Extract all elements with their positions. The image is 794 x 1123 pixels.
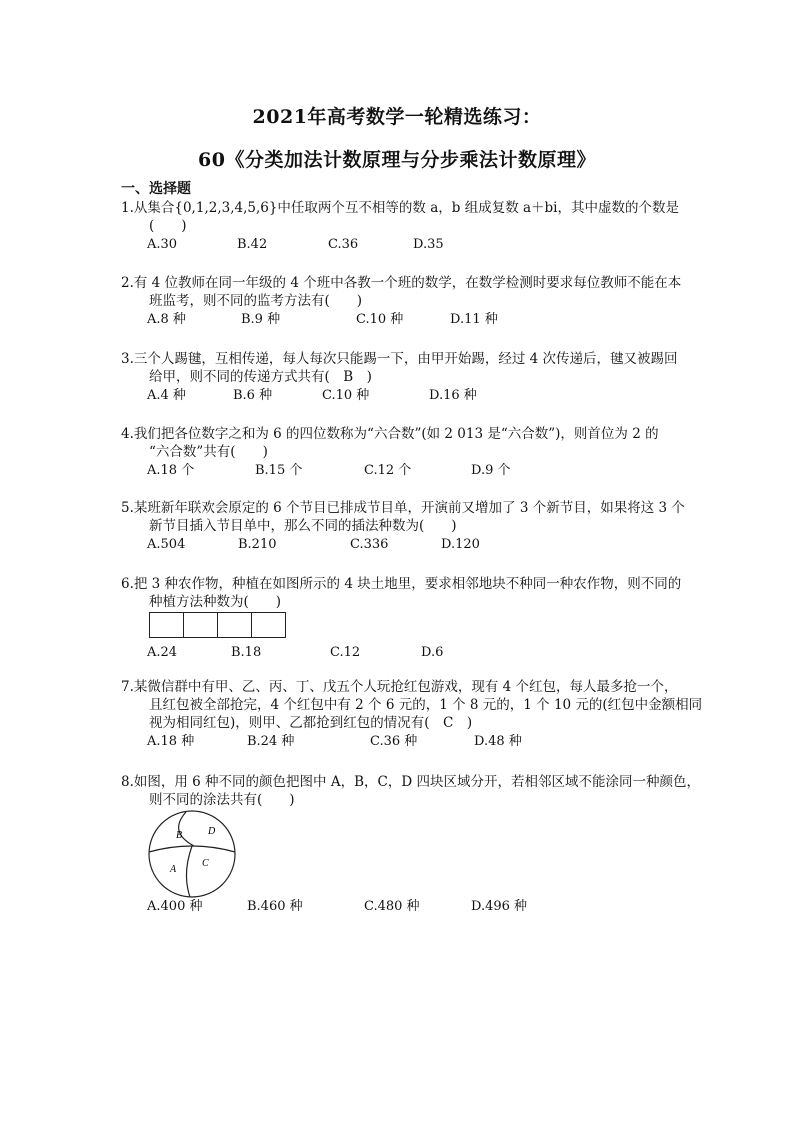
question-text: 6.把 3 种农作物，种植在如图所示的 4 块土地里，要求相邻地块不种同一种农作物，则不同的 [121,576,682,592]
options [121,387,701,405]
question-text: 则不同的涂法共有( ) [149,792,295,808]
question-text: 新节目插入节目单中，那么不同的插法种数为( ) [149,518,457,534]
question-text: 种植方法种数为( ) [149,594,282,610]
options [121,236,701,254]
plot-cell [183,612,218,638]
option-d: D.16 种 [429,388,477,403]
option-d: D.6 [421,645,444,660]
question-text: 5.某班新年联欢会原定的 6 个节目已排成节目单，开演前又增加了 3 个新节目，如果将这 3 个 [121,500,685,516]
options [121,898,701,916]
option-c: C.36 [328,237,359,252]
question-text: 视为相同红包)，则甲、乙都抢到红包的情况有( C ) [149,715,473,731]
option-d: D.9 个 [471,463,511,478]
option-a: A.18 个 [147,463,195,478]
option-a: A.400 种 [147,899,203,914]
option-d: D.120 [441,537,480,552]
option-c: C.336 [350,537,389,552]
question-5 [121,499,701,554]
option-d: D.496 种 [471,899,528,914]
option-b: B.210 [238,537,277,552]
option-b: B.42 [237,237,268,252]
option-c: C.12 [330,645,361,660]
label-a: A [170,864,177,875]
option-d: D.11 种 [450,312,498,327]
plot-cell [251,612,286,638]
question-text: ( ) [149,218,187,234]
options [121,733,701,751]
option-d: D.48 种 [474,734,522,749]
option-b: B.9 种 [241,312,281,327]
label-b: B [176,830,183,841]
option-b: B.15 个 [255,463,303,478]
question-text: “六合数”共有( ) [149,444,268,460]
page-title: 2021年高考数学一轮精选练习： [252,106,542,128]
options [121,462,701,480]
region-circle-figure [146,808,238,900]
option-c: C.10 种 [322,388,370,403]
question-text: 班监考，则不同的监考方法有( ) [149,293,363,309]
option-c: C.36 种 [370,734,418,749]
outer-circle [149,811,235,897]
question-text: 7.某微信群中有甲、乙、丙、丁、戊五个人玩抢红包游戏，现有 4 个红包，每人最多抢一个， [121,679,678,695]
page-subtitle: 60《分类加法计数原理与分步乘法计数原理》 [198,149,596,171]
question-1 [121,199,701,254]
question-text: 2.有 4 位教师在同一年级的 4 个班中各教一个班的数学，在数学检测时要求每位教师不能在本 [121,275,682,291]
option-b: B.460 种 [247,899,303,914]
question-text: 1.从集合{0,1,2,3,4,5,6}中任取两个互不相等的数 a，b 组成复数 a＋bi，其中虚数的个数是 [121,200,680,216]
plot-cell [149,612,184,638]
plot-cell [217,612,252,638]
option-d: D.35 [413,237,444,252]
question-text: 且红包被全部抢完，4 个红包中有 2 个 6 元的，1 个 8 元的，1 个 10 元的(红包中金额相同 [149,697,703,713]
option-c: C.12 个 [364,463,412,478]
option-a: A.4 种 [147,388,186,403]
question-text: 4.我们把各位数字之和为 6 的四位数称为“六合数”(如 2 013 是“六合数”)，则首位为 2 的 [121,426,659,442]
option-a: A.24 [147,645,178,660]
option-b: B.6 种 [233,388,273,403]
question-6 [121,575,701,611]
question-2 [121,274,701,329]
question-6-options [121,643,701,662]
question-text: 3.三个人踢毽，互相传递，每人每次只能踢一下，由甲开始踢，经过 4 次传递后，毽又被踢回 [121,351,678,367]
four-plots-figure [150,612,286,638]
question-text: 8.如图，用 6 种不同的颜色把图中 A，B，C，D 四块区域分开，若相邻区域不能涂同一种颜色， [121,774,700,790]
question-text: 给甲，则不同的传递方式共有( B ) [149,369,372,385]
question-4 [121,425,701,480]
option-a: A.18 种 [147,734,195,749]
option-c: C.10 种 [356,312,404,327]
option-b: B.24 种 [247,734,295,749]
label-d: D [208,826,216,837]
question-8-options [121,897,701,916]
label-c: C [202,858,209,869]
options [121,644,701,662]
section-heading: 一、选择题 [121,181,191,197]
option-a: A.30 [147,237,178,252]
question-7 [121,678,701,751]
option-b: B.18 [231,645,262,660]
options [121,311,701,329]
divider-ac [186,846,192,897]
question-3 [121,350,701,405]
options [121,536,701,554]
option-c: C.480 种 [364,899,420,914]
question-8 [121,773,701,809]
option-a: A.504 [147,537,186,552]
option-a: A.8 种 [147,312,186,327]
